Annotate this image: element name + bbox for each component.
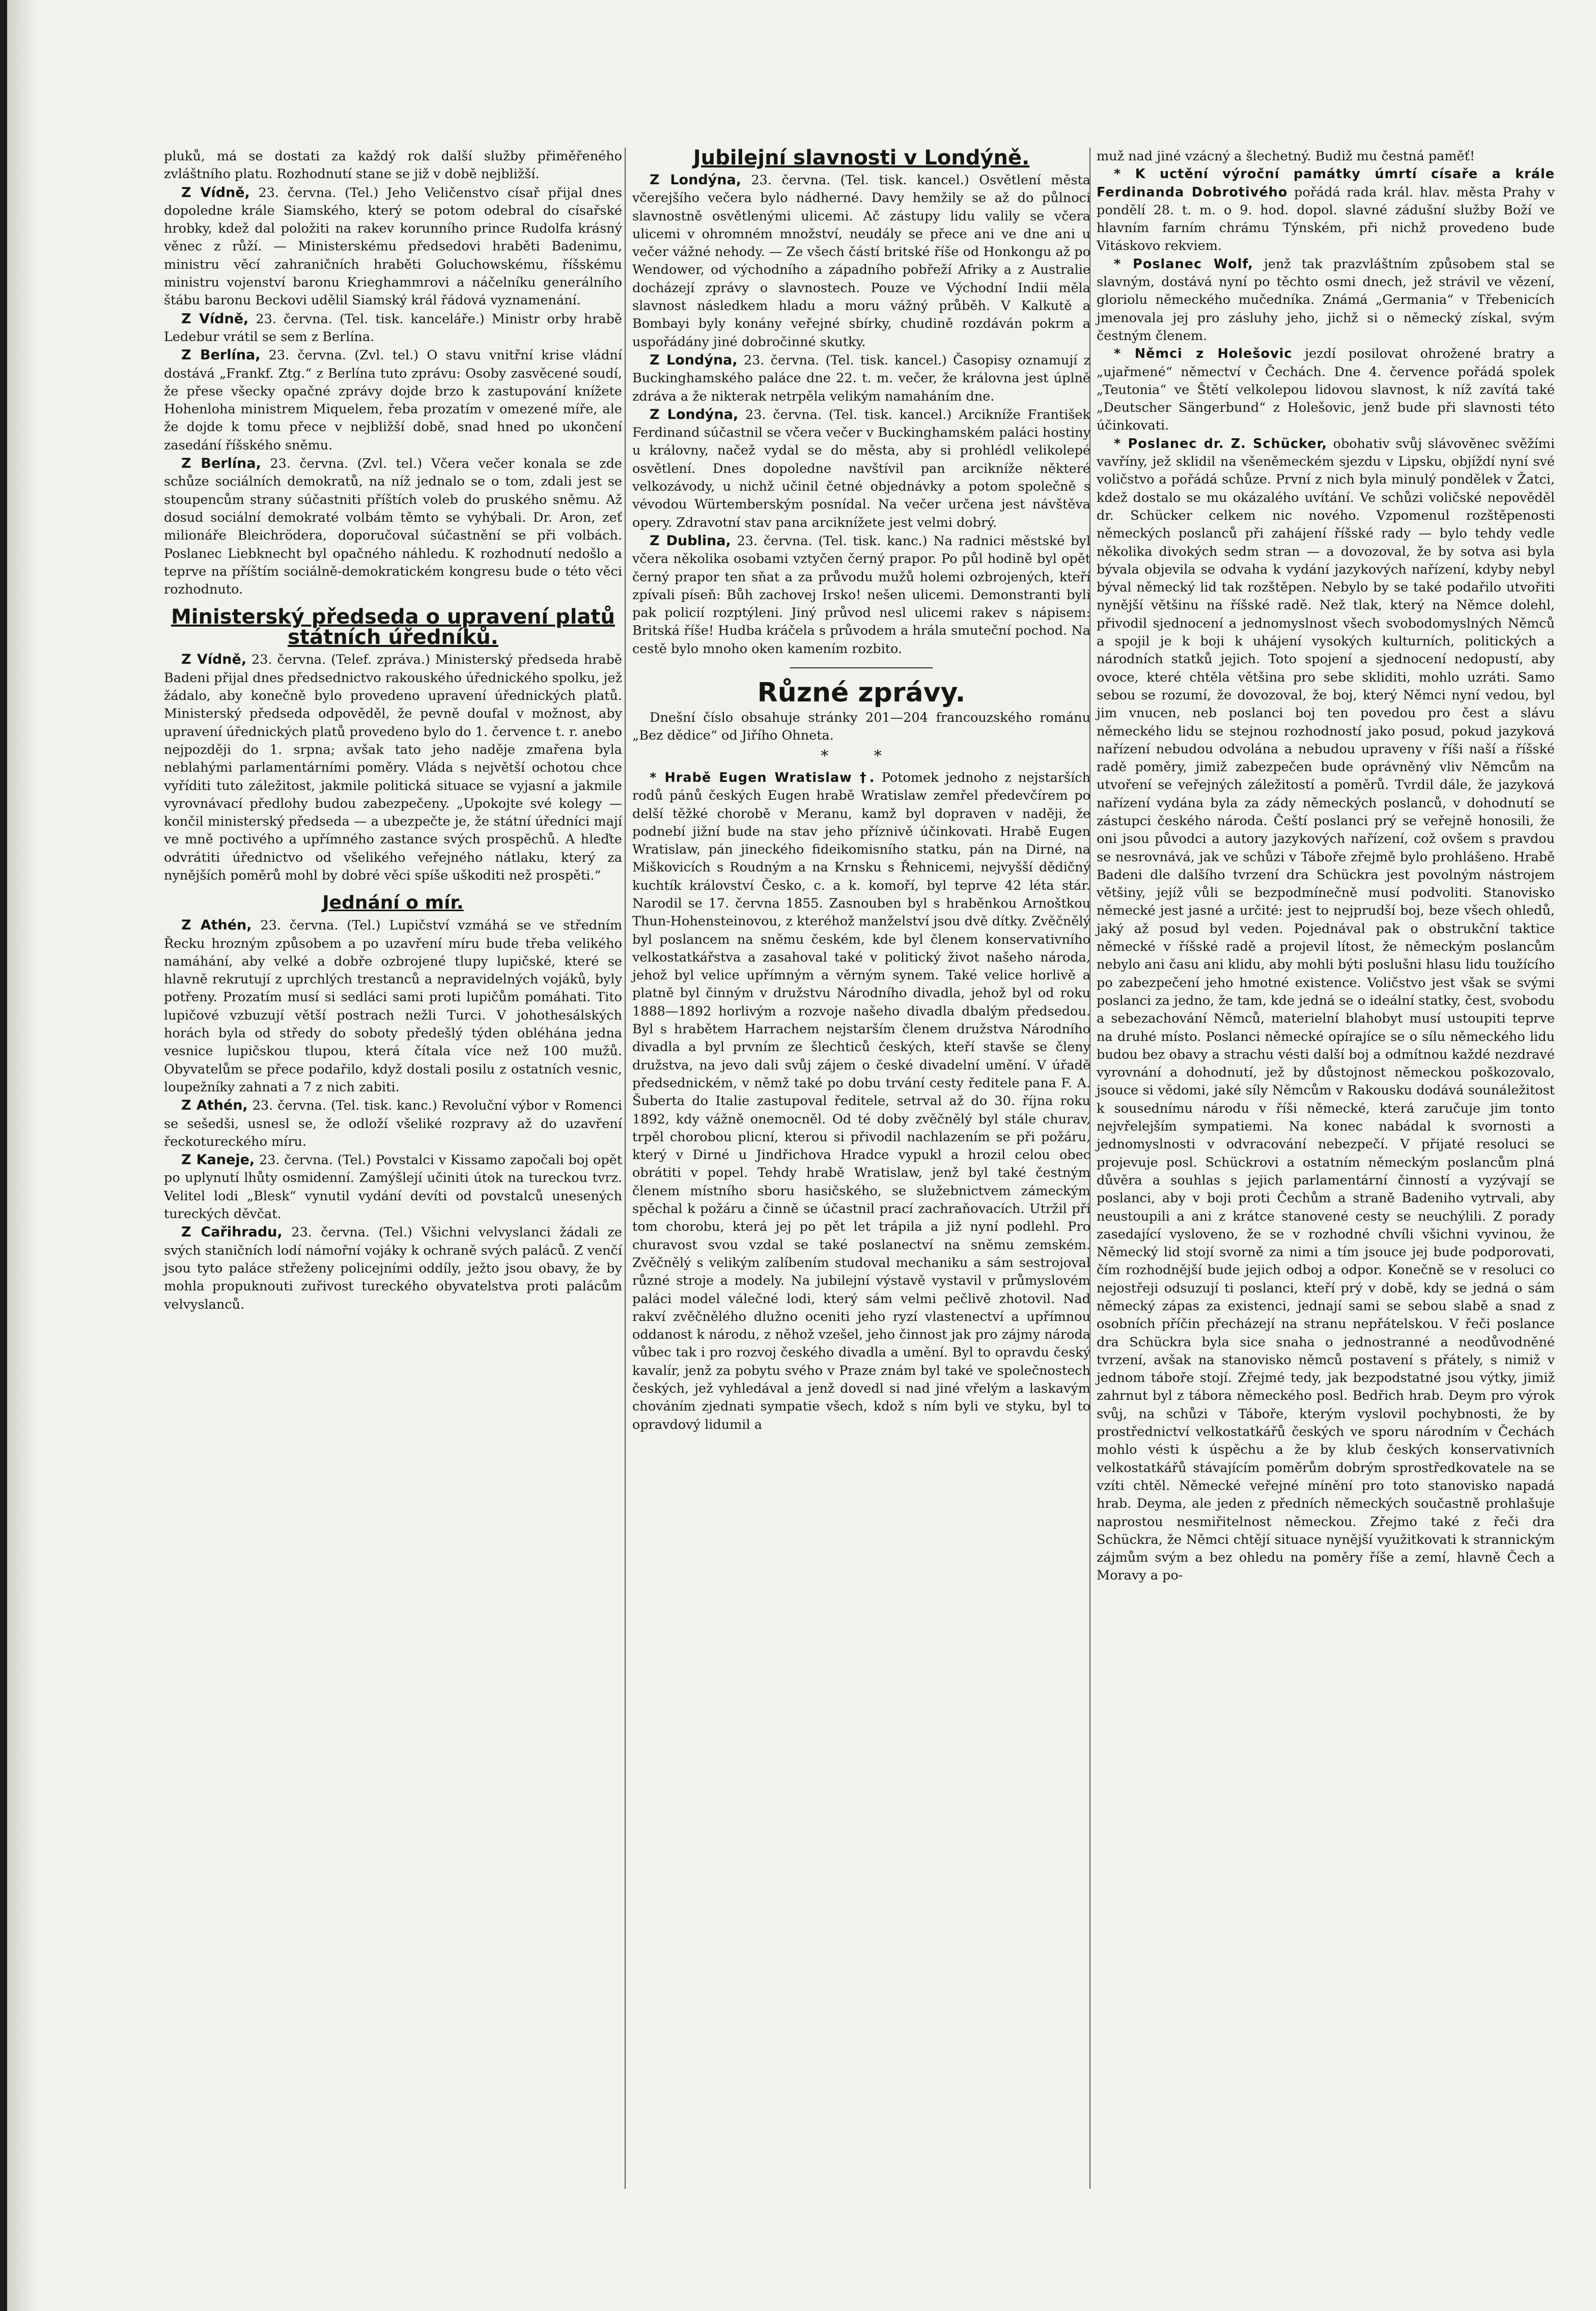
paragraph-text: 23. června. (Tel. tisk. kancel.) Časopisy oznamují z Buckinghamského paláce dne 22. t. m. večer, že královna jest úplně zdráva a že nikterak netrpěla velikým namaháním dne. — [632, 352, 1090, 404]
dateline: Z Athén, — [181, 1097, 248, 1114]
article-paragraph — [164, 346, 622, 455]
article-paragraph — [1097, 256, 1555, 345]
article-paragraph — [164, 1223, 622, 1313]
article-paragraph — [164, 916, 622, 1096]
article-paragraph — [1097, 435, 1555, 1585]
paragraph-text: 23. června. (Tel. tisk. kancel.) Arcikníže František Ferdinand súčastnil se včera večer v Buckinghamském paláci hostiny u královny, načež vydal se do města, aby si prohlédl velikolepé osvětlení. Dnes dopoledne navštívil pan arcikníže některé velkozávody, u nichž učinil četné objednávky a potom společně s vévodou Würtemberským posnídal. Na večer určena jest návštěva opery. Zdravotní stav pana arciknížete jest velmi dobrý. — [632, 407, 1090, 530]
article-paragraph: muž nad jiné vzácný a šlechetný. Budiž mu čestná paměť! — [1097, 149, 1475, 164]
dateline: Z Cařihradu, — [181, 1224, 283, 1241]
dateline: Z Berlína, — [181, 456, 261, 472]
dateline: Z Vídně, — [181, 652, 247, 668]
paragraph-text: pořádá rada král. hlav. města Prahy v pondělí 28. t. m. o 9. hod. dopol. slavné zádušní služby Boží ve hlavním farním chrámu Týnském, při nichž provedeno bude Vitáskovo rekviem. — [1097, 184, 1555, 254]
article-paragraph — [164, 455, 622, 599]
scan-edge-shadow — [7, 0, 38, 2311]
paragraph-text: 23. června. (Tel.) Lupičství vzmáhá se ve středním Řecku hrozným způsobem a po uzavření míru bude třeba velikého namáhání, aby velké a dobře ozbrojené tlupy lupičské, které se hlavně rekrutují z uprchlých trestanců a nepravidelných vojáků, byly potřeny. Prozatím musí si sedláci sami proti lupičům pomáhati. Tito lupičové vzbuzují větší postrach nežli Turci. V johothesálských horách byla od středy do soboty předešlý týden obléhána jedna vesnice lupičskou tlupou, která čítala více než 100 mužů. Obyvatelům se přece podařilo, když dostali posilu z ostatních vesnic, loupežníky zahnati a 7 z nich zabiti. — [164, 918, 622, 1095]
dateline: Z Berlína, — [181, 347, 261, 363]
dateline: Z Vídně, — [181, 184, 250, 201]
paragraph-text: Potomek jednoho z nejstarších rodů pánů českých Eugen hrabě Wratislaw zemřel předevčírem po delší těžké chorobě v Meranu, kamž byl dopraven v naději, že podnebí jižní bude na stav jeho příznivě účinkovati. Hrabě Eugen Wratislaw, pán jineckého fideikomisního statku, pán na Dirné, na Miškovicích s Roudným a na Krnsku s Řehnicemi, nejvyšší dědičný kuchtík království Česko, c. a k. komoří, byl teprve 42 léta stár. Narodil se 17. června 1855. Zasnouben byl s hraběnkou Arnoštkou Thun-Hohensteinovou, z kteréhož manželství jsou dvě dítky. Zvěčnělý byl poslancem na sněmu českém, kde byl členem konservativního velkostatkářstva a zasahoval také v politický život našeho národa, jehož byl velice upřímným a věrným synem. Také velice horlivě a platně byl činným v družstvu Národního divadla, jehož byl od roku 1888—1892 horlivým a rozvoje našeho divadla dbalým předsedou. Byl s hrabětem Harrachem nejstarším členem družstva Národního divadla a byl prvním ze šlechticů českých, kteří stavše se členy družstva, na jevo dali svůj zájem o české divadelní umění. V úřadě předsednickém, v němž také po dobu trvání cesty ředitele pana F. A. Šuberta do Italie zastupoval ředitele, setrval až do 30. října roku 1892, kdy vážně onemocněl. Od té doby zvěčnělý byl stále churav, trpěl chorobou plicní, kterou si přivodil nachlazením se při požáru, který v Dirné u Jindřichova Hradce vypukl a hrozil celou obec obrátiti v popel. Tehdy hrabě Wratislaw, jenž byl také čestným členem místního sboru hasičského, se služebnictvem zámeckým spěchal k požáru a činně se účastnil prací zachraňovacích. Utržil při tom chorobu, která jej po pět let trápila a již nyní podlehl. Pro churavost svou vzdal se také poslanectví na sněmu zemském. Zvěčnělý s velikým zalíbením studoval mechaniku a sám sestrojoval různé stroje a modely. Na jubilejní výstavě vystavil v průmyslovém paláci model válečné lodi, který sám velmi pečlivě zhotovil. Nad rakví zvěčnělého dlužno oceniti jeho ryzí vlastenectví a upřímnou oddanost k národu, z něhož vzešel, jeho činnost jak pro zájmy národa vůbec tak i pro rozvoj českého divadla a umění. Byl to opravdu český kavalír, jenž za pobytu svého v Praze znám byl také ve společnostech českých, jež vyhledával a jenž dovedl si nad jiné vřelým a laskavým chováním zjednati sympatie všech, kdož s ním byli ve styku, byl to opravdový lidumil a — [632, 770, 1090, 1432]
paragraph-text: 23. června. (Tel.) Jeho Veličenstvo císař přijal dnes dopoledne krále Siamského, který se potom odebral do císařské hrobky, kdež dal položiti na rakev korunního prince Rudolfa krásný věnec z růží. — Ministerskému předsedovi hraběti Badenimu, ministru věcí zahraničních hraběti Goluchowskému, říšskému ministru vojenství baronu Krieghammrovi a náčelníku generálního štábu baronu Beckovi udělil Siamský král řádová vyznamenání. — [164, 185, 623, 308]
article-paragraph — [632, 769, 1090, 1434]
section-headline: Ministerský předseda o upravení platů státních úředníků. — [171, 605, 615, 650]
article-paragraph — [1097, 345, 1555, 435]
section-headline: Jubilejní slavnosti v Londýně. — [693, 146, 1030, 170]
article-paragraph — [164, 651, 622, 885]
dateline: Z Londýna, — [650, 352, 738, 368]
section-headline: Různé zprávy. — [757, 678, 966, 709]
article-paragraph — [164, 184, 622, 310]
paragraph-text: jezdí posilovat ohrožené bratry a „ujařmené“ němectví v Čechách. Dne 4. července pořádá spolek „Teutonia“ ve Štětí velkolepou lidovou slavnost, k níž zavítá také „Deutscher Sängerbund“ z Holešovic, jenž bude při slavnosti této účinkovati. — [1097, 346, 1555, 434]
article-paragraph — [1097, 165, 1555, 255]
item-heading: * Němci z Holešovic — [1114, 346, 1293, 362]
column-left — [164, 148, 622, 1314]
dateline: Z Kaneje, — [181, 1152, 255, 1168]
paragraph-text: 23. června. (Zvl. tel.) Včera večer konala se zde schůze sociálních demokratů, na níž jednalo se o tom, zdali jest se stoupencům strany súčastniti příštích voleb do pruského sněmu. Až dosud sociální demokraté volbám těmto se vyhýbali. Dr. Aron, zeť milionáře Bleichrödera, doporučoval súčastnění se při volbách. Poslanec Liebknecht byl opačného náhledu. K rozhodnutí nedošlo a teprve na příštím sociálně-demokratickém kongresu bude o této věci rozhodnuto. — [164, 456, 622, 598]
section-rule — [790, 667, 933, 668]
article-paragraph — [164, 310, 622, 347]
item-heading: * Hrabě Eugen Wratislaw †. — [650, 770, 875, 785]
separator-stars: * * — [821, 747, 902, 765]
dateline: Z Londýna, — [650, 406, 739, 422]
article-paragraph — [632, 532, 1090, 658]
article-paragraph — [164, 1096, 622, 1151]
article-paragraph — [632, 406, 1090, 532]
article-paragraph — [632, 171, 1090, 351]
column-right — [1097, 148, 1555, 1585]
paragraph-text: 23. června. (Telef. zpráva.) Ministerský předseda hrabě Badeni přijal dnes předsednictvo rakouského úřednického spolku, jež žádalo, aby konečně bylo provedeno upravení úřednických platů. Ministerský předseda odpověděl, že pevně doufal v možnost, aby upravení úřednických platů provedeno bylo do 1. července t. r. anebo nejpozději do 1. srpna; avšak tato jeho naděje zmařena byla neblahými parlamentárními poměry. Vláda s největší ochotou chce vyříditi tuto záležitost, jakmile politická situace se vyjasní a jakmile vyrovnávací předlohy budou zabezpečeny. „Upokojte své kolegy — končil ministerský předseda — a ubezpečte je, že státní úředníci mají ve mně poctivého a upřímného zastance svých prospěchů. A hleďte odvrátiti úřednictvo od všelikého veřejného nátlaku, který za nynějších poměrů mohl by dobré věci spíše uškoditi než prospěti.“ — [164, 652, 622, 883]
paragraph-text: jenž tak prazvláštním způsobem stal se slavným, dostává nyní po těchto osmi dnech, jež strávil ve vězení, gloriolu německého mučedníka. Známá „Germania“ v Třebenicích jmenovala jej pro zásluhy jeho, jichž si o německý získal, svým čestným členem. — [1097, 256, 1555, 344]
paragraph-text: 23. června. (Tel. tisk. kancel.) Osvětlení města včerejšího večera bylo nádherné. Davy hemžily se až do půlnoci slavnostně osvětlenými ulicemi. Ač zástupy lidu valily se včera ulicemi v ohromném množství, neudály se přece ani ve dne ani u večer vážné nehody. — Ze všech částí britské říše od Honkongu až po Wendower, od východního a západního pobřeží Afriky a z Australie docházejí zprávy o slavnostech. Pouze ve Východní Indii měla slavnost následkem hladu a moru vážný průběh. V Kalkutě a Bombayi byly konány veřejné sbírky, chudině rozdáván pokrm a uspořádány jiné dobročinné skutky. — [632, 173, 1090, 350]
article-paragraph: Dnešní číslo obsahuje stránky 201—204 francouzského románu „Bez dědice“ od Jiřího Ohneta. — [632, 710, 1090, 744]
article-paragraph — [632, 351, 1090, 406]
item-heading: * Poslanec Wolf, — [1114, 256, 1253, 272]
item-heading: * K uctění výroční památky úmrtí císaře a krále Ferdinanda Dobrotivého — [1097, 166, 1555, 200]
article-paragraph: pluků, má se dostati za každý rok další služby přiměřeného zvláštního platu. Rozhodnutí stane se již v době nejbližší. — [164, 149, 622, 182]
paragraph-text: 23. června. (Tel. tisk. kanc.) Revoluční výbor v Romenci se sešedši, usnesl se, že odloží všeliké rozpravy až do uzavření řeckotureckého míru. — [164, 1098, 622, 1149]
paragraph-text: 23. června. (Tel.) Povstalci v Kissamo započali boj opět po uplynutí lhůty osmidenní. Zamýšlejí učiniti útok na tureckou tvrz. Velitel lodi „Blesk“ vynutil vydání devíti od povstalců unesených tureckých děvčat. — [164, 1152, 622, 1222]
dateline: Z Vídně, — [181, 311, 249, 327]
paragraph-text: 23. června. (Tel.) Všichni velvyslanci žádali ze svých staničních lodí námořní vojáky k ochraně svých paláců. Z venčí jsou tyto paláce střeženy policejními oddíly, ježto jsou obavy, že by mohla propuknouti zuřivost tureckého obyvatelstva proti palácům velvyslanců. — [164, 1225, 623, 1312]
dateline: Z Dublina, — [650, 532, 731, 549]
column-divider — [625, 148, 626, 2189]
dateline: Z Londýna, — [650, 172, 741, 188]
item-heading: * Poslanec dr. Z. Schücker, — [1114, 436, 1328, 452]
dateline: Z Athén, — [181, 917, 252, 934]
paragraph-text: 23. června. (Zvl. tel.) O stavu vnitřní krise vládní dostává „Frankf. Ztg.“ z Berlína tuto zprávu: Osoby zasvěcené soudí, že přese všecky opačné zprávy dojde brzo k zastupování knížete Hohenloha ministrem Miquelem, řeba prozatím v omezené míře, ale že dojde k tomu přece v nejbližší době, snad hned po ukončení zasedání říšského sněmu. — [164, 348, 622, 453]
paragraph-text: 23. června. (Tel. tisk. kanceláře.) Ministr orby hrabě Ledebur vrátil se sem z Berlína. — [164, 311, 622, 345]
paragraph-text: obohativ svůj slávověnec svěžími vavříny, jež sklidil na všeněmeckém sjezdu v Lipsku, objíždí nyní své voličstvo a pořádá schůze. První z nich byla minulý pondělek v Žatci, kdež dostalo se mu okázalého uvítání. Ve schůzi voličské nepověděl dr. Schücker celkem nic nového. Vzpomenul rozštěpenosti německých poslanců při zahájení říšské rady — bylo tehdy vedle několika divokých sedm stran — a dovozoval, že by sotva asi byla bývala objevila se odvaha k vydání jazykových nařízení, kdyby nebyl býval německý lid tak rozštěpen. Nebylo by se také podařilo utvořiti nynější většinu na říšské radě. Než tlak, který na Němce dolehl, přivodil sjednocení a jednomyslnost všech svobodomyslných Němců a spojil je k boji k uhájení vysokých kulturních, politických a národních statků jejich. Toto spojení a sjednocení nedopustí, aby ovoce, které chtěla většina pro sebe skliditi, mohlo uzráti. Samo sebou se rozumí, že dovozoval, že boj, který Němci nyní vedou, byl jim vnucen, neb poslanci boj ten povedou pro čest a slávu německého lidu se stejnou rozhodností jako posud, pokud jazyková nařízení nebudou odvolána a nebudou upraveny v říši naší a říšské radě poměry, jimiž zabezpečen bude oprávněný vliv Němcům na utvoření se veřejných záležitostí a poměrů. Tvrdil dále, že jazyková nařízení vydána byla za zády německých poslanců, v dohodnutí se zástupci českého národa. Čeští poslanci prý se veřejně honosili, že oni jsou původci a autory jazykových nařízení, což ovšem s pravdou se nesrovnává, jak ve schůzi v Táboře zřejmě bylo prohlášeno. Hrabě Badeni dle dalšího tvrzení dra Schückra jest povolným nástrojem většiny, jejíž vůli se bezpodmínečně musí podvoliti. Stanovisko německé jest jasné a určité: jest to nejprudší boj, beze všech ohledů, jaký až posud byl veden. Pojednával pak o obstrukční taktice německé v říšské radě a projevil lítost, že německým poslancům nebylo ani času ani klidu, aby mohli býti poslušni hlasu lidu toužícího po zabezpečení jeho hmotné existence. Voličstvo jest však se svými poslanci za jedno, že tam, kde jedná se o ideální statky, čest, svobodu a sebezachování Němců, materielní blahobyt musí ustoupiti teprve na druhé místo. Poslanci německé opírajíce se o sílu německého lidu budou bez obavy a strachu vésti další boj a odmítnou každé nezdravé vyrovnání a dohodnutí, jež by důstojnost německou poškozovalo, jsouce si vědomi, jaké síly Němcům v Rakousku dodává sounáležitost k sousednímu národu v říši německé, která zaručuje jim tonto nejvřelejším sympatiemi. Na konec nabádal k svornosti a jednomyslnosti v odvracování nebezpečí. V přijaté resoluci se projevuje posl. Schückrovi a ostatním německým poslancům plná důvěra a souhlas s jejich parlamentární činností a vyzývají se poslanci, aby v boji proti Čechům a straně Badeniho vytrvali, aby neustoupili a ani z krátce stanovené cesty se neuchýlili. Z porady zasedající vysloveno, že se v rozhodné chvíli všichni vyvinou, že Německý lid stojí svorně za nimi a tím jsouce jej bude podporovati, čím rozhodnější bude jejich odboj a odpor. Konečně se v resoluci co nejostřeji odsuzují ti poslanci, kteří prý v době, kdy se jedná o sám německý zápas za existenci, jednají sami se sebou slabě a snad z osobních příčin přecházejí na stranu nepřátelskou. V řeči poslance dra Schückra byla sice snaha o jednostranné a neodůvodněné tvrzení, avšak na stanovisko němců postavení s přátely, s nimiž v jednom táboře stojí. Zřejmé tedy, jak bezpodstatné jsou výtky, jimiž zahrnut byl z tábora německého posl. Bedřich hrab. Deym pro výrok svůj, na schůzi v Táboře, kterým vyslovil pochybnosti, že by prostřednictví velkostatkářů českých ve sporu národním v Čechách mohlo vésti k úspěchu a že by klub českých konservativních velkostatkářů stávajícím poměrům dobrým sprostředkovatele na se vzíti chtěl. Německé veřejné mínění pro toto stanovisko napadá hrab. Deyma, ale jeden z předních německých součastně prohlašuje naprostou nesmiřitelnost německou. Zřejmo také z řeči dra Schückra, že Němci chtějí situace nynější využitkovati k strannickým zájmům svým a bez ohledu na poměry říše a zemí, hlavně Čech a Moravy a po- — [1097, 436, 1555, 1584]
article-paragraph — [164, 1151, 622, 1223]
section-headline: Jednání o mír. — [322, 892, 464, 914]
column-middle — [632, 148, 1090, 1434]
paragraph-text: 23. června. (Tel. tisk. kanc.) Na radnici městské byl včera několika osobami vztyčen černý prapor. Po půl hodině byl opět černý prapor ten sňat a za průvodu mužů holemi ozbrojených, kteří zpívali píseň: Bůh zachovej Irsko! nešen ulicemi. Demonstranti byli pak policií rozptýleni. Jiný průvod nesl ulicemi rakev s nápisem: Britská říše! Hudba kráčela s průvodem a hrála smuteční pochod. Na cestě bylo mnoho oken kamením rozbito. — [632, 533, 1090, 657]
